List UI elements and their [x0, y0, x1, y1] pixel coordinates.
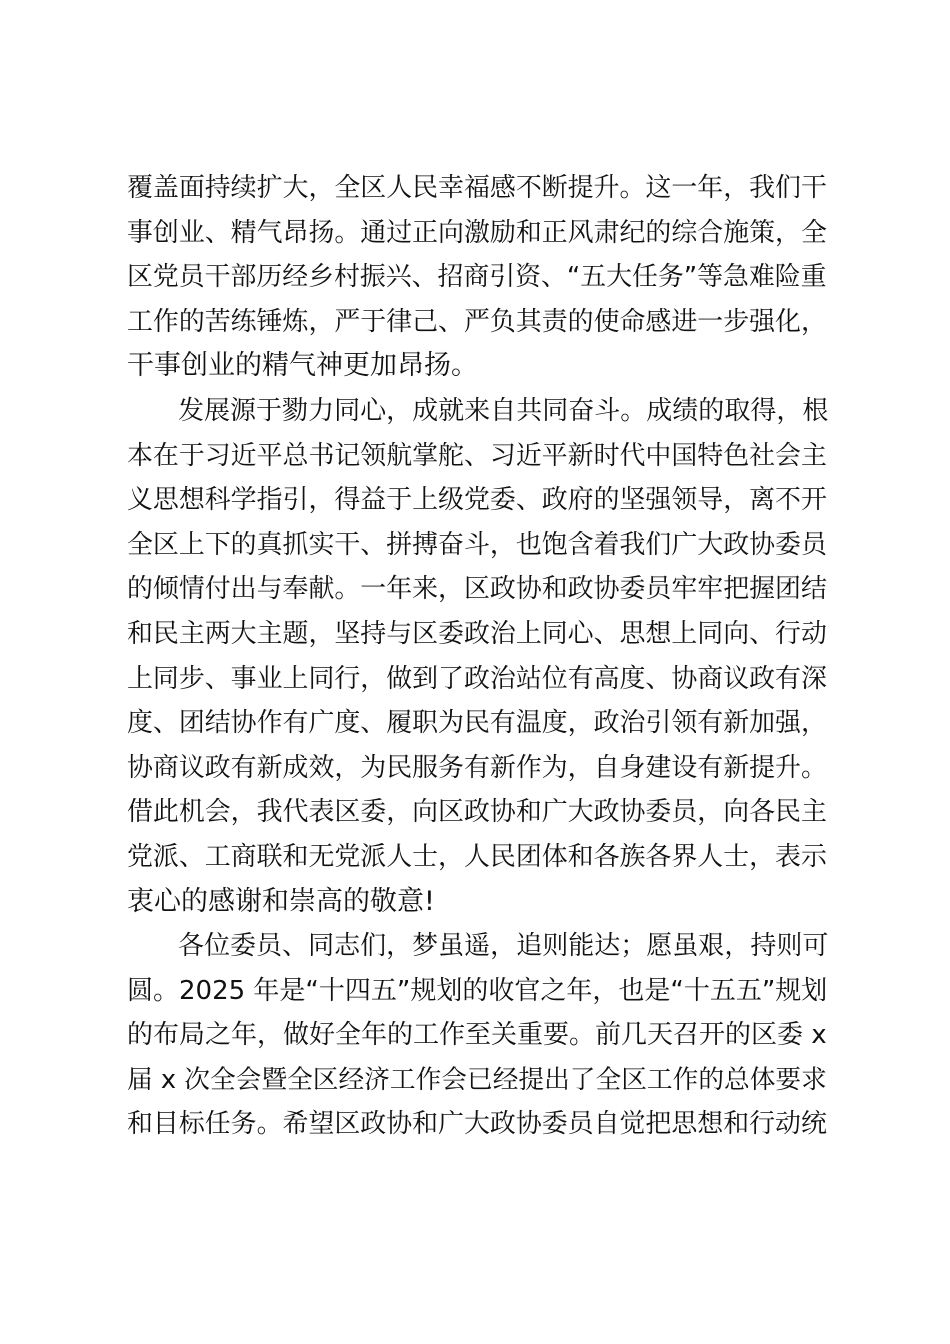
paragraph	[127, 389, 827, 924]
text-line: 和民主两大主题，坚持与区委政治上同心、思想上同向、行动	[127, 618, 827, 649]
text-line: 覆盖面持续扩大，全区人民幸福感不断提升。这一年，我们干	[127, 173, 827, 203]
text-line: 协商议政有新成效，为民服务有新作为，自身建设有新提升。	[127, 752, 827, 783]
document-body	[127, 166, 827, 1147]
text-line: 的布局之年，做好全年的工作至关重要。前几天召开的区委 x	[127, 1020, 827, 1051]
text-line: 工作的苦练锤炼，严于律己、严负其责的使命感进一步强化，	[127, 306, 827, 337]
text-line: 党派、工商联和无党派人士，人民团体和各族各界人士，表示	[127, 841, 827, 872]
text-line: 本在于习近平总书记领航掌舵、习近平新时代中国特色社会主	[127, 440, 827, 471]
text-line: 上同步、事业上同行，做到了政治站位有高度、协商议政有深	[127, 663, 827, 694]
text-line: 的倾情付出与奉献。一年来，区政协和政协委员牢牢把握团结	[127, 574, 827, 605]
paragraph	[127, 166, 827, 389]
text-line: 衷心的感谢和崇高的敬意!	[127, 885, 435, 917]
paragraph	[127, 924, 827, 1147]
text-line: 届 x 次全会暨全区经济工作会已经提出了全区工作的总体要求	[127, 1064, 827, 1095]
text-line: 圆。2025 年是“十四五”规划的收官之年，也是“十五五”规划	[127, 975, 828, 1006]
text-line: 区党员干部历经乡村振兴、招商引资、“五大任务”等急难险重	[127, 262, 827, 293]
text-line: 干事创业的精气神更加昂扬。	[127, 350, 478, 382]
text-line: 发展源于勠力同心，成就来自共同奋斗。成绩的取得，根	[178, 395, 829, 426]
text-line: 义思想科学指引，得益于上级党委、政府的坚强领导，离不开	[127, 485, 827, 516]
text-line: 和目标任务。希望区政协和广大政协委员自觉把思想和行动统	[127, 1109, 827, 1140]
text-line: 借此机会，我代表区委，向区政协和广大政协委员，向各民主	[127, 797, 827, 828]
text-line: 全区上下的真抓实干、拼搏奋斗，也饱含着我们广大政协委员	[127, 529, 827, 560]
text-line: 事创业、精气昂扬。通过正向激励和正风肃纪的综合施策，全	[127, 217, 827, 248]
text-line: 度、团结协作有广度、履职为民有温度，政治引领有新加强，	[127, 708, 827, 739]
text-line: 各位委员、同志们，梦虽遥，追则能达；愿虽艰，持则可	[178, 931, 829, 962]
